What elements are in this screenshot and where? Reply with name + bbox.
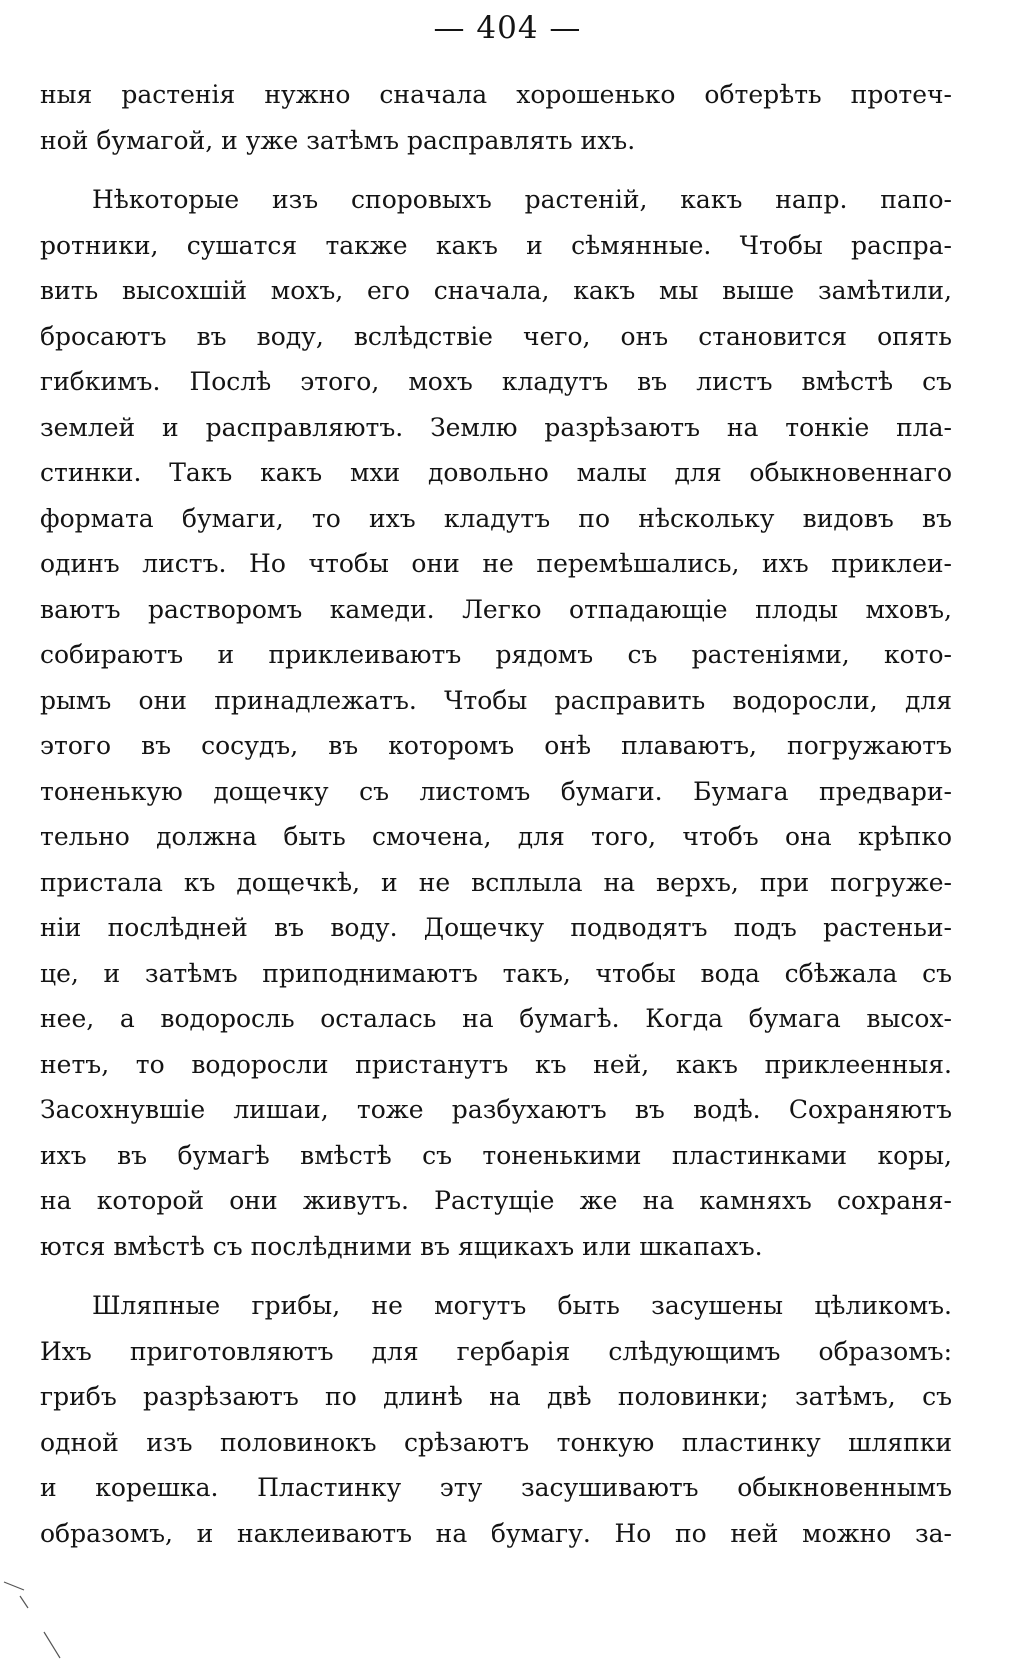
text-line: стинки. Такъ какъ мхи довольно малы для обыкновеннаго	[40, 458, 952, 487]
paragraph-gap	[40, 163, 952, 177]
text-line: Шляпные грибы, не могутъ быть засушены цѣликомъ.	[92, 1291, 952, 1320]
text-line: Засохнувшіе лишаи, тоже разбухаютъ въ водѣ. Сохраняютъ	[40, 1095, 952, 1124]
text-line: одинъ листъ. Но чтобы они не перемѣшались, ихъ приклеи-	[40, 549, 952, 578]
text-line: рымъ они принадлежатъ. Чтобы расправить водоросли, для	[40, 685, 952, 715]
text-line: ются вмѣстѣ съ послѣдними въ ящикахъ или шкапахъ.	[40, 1231, 763, 1261]
paragraph	[40, 177, 952, 1269]
text-line: ихъ въ бумагѣ вмѣстѣ съ тоненькими пластинками коры,	[40, 1140, 952, 1170]
text-line: тоненькую дощечку съ листомъ бумаги. Бумага предвари-	[40, 776, 952, 806]
text-line: этого въ сосудъ, въ которомъ онѣ плаваютъ, погружаютъ	[40, 731, 952, 760]
text-line: бросаютъ въ воду, вслѣдствіе чего, онъ становится опять	[40, 321, 952, 351]
page-number: — 404 —	[433, 10, 582, 46]
text-line: Нѣкоторые изъ споровыхъ растеній, какъ напр. папо-	[92, 185, 952, 214]
text-line: Ихъ приготовляютъ для гербарія слѣдующимъ образомъ:	[40, 1336, 952, 1366]
text-line: ныя растенія нужно сначала хорошенько обтерѣть протеч-	[40, 80, 952, 109]
text-line: це, и затѣмъ приподнимаютъ такъ, чтобы вода сбѣжала съ	[40, 958, 952, 988]
text-line: грибъ разрѣзаютъ по длинѣ на двѣ половинки; затѣмъ, съ	[40, 1382, 952, 1411]
paragraph	[40, 1283, 952, 1556]
paragraph	[40, 72, 952, 163]
text-line: вить высохшій мохъ, его сначала, какъ мы выше замѣтили,	[40, 276, 952, 305]
text-line: одной изъ половинокъ срѣзаютъ тонкую пластинку шляпки	[40, 1427, 952, 1457]
text-line: ной бумагой, и уже затѣмъ расправлять ихъ.	[40, 125, 636, 155]
text-line: гибкимъ. Послѣ этого, мохъ кладутъ въ листъ вмѣстѣ съ	[40, 367, 952, 396]
text-line: тельно должна быть смочена, для того, чтобъ она крѣпко	[40, 822, 952, 851]
text-line: ніи послѣдней въ воду. Дощечку подводятъ подъ растеньи-	[40, 913, 952, 942]
scan-marks	[0, 1560, 120, 1660]
text-line: нее, а водоросль осталась на бумагѣ. Когда бумага высох-	[40, 1004, 952, 1033]
text-line: ротники, сушатся также какъ и сѣмянные. Чтобы распра-	[40, 230, 952, 260]
text-line: нетъ, то водоросли пристанутъ къ ней, какъ приклеенныя.	[40, 1049, 952, 1079]
paragraph-gap	[40, 1269, 952, 1283]
text-line: ваютъ растворомъ камеди. Легко отпадающіе плоды мховъ,	[40, 594, 952, 624]
scan-artifact-icon	[0, 1560, 120, 1660]
text-line: землей и расправляютъ. Землю разрѣзаютъ на тонкіе пла-	[40, 412, 952, 442]
text-line: на которой они живутъ. Растущіе же на камняхъ сохраня-	[40, 1186, 952, 1215]
text-line: пристала къ дощечкѣ, и не всплыла на верхъ, при погруже-	[40, 867, 952, 897]
text-line: образомъ, и наклеиваютъ на бумагу. Но по ней можно за-	[40, 1518, 952, 1548]
body-text	[40, 72, 952, 1556]
text-line: собираютъ и приклеиваютъ рядомъ съ растеніями, кото-	[40, 640, 952, 669]
text-line: формата бумаги, то ихъ кладутъ по нѣскольку видовъ въ	[40, 503, 952, 533]
text-line: и корешка. Пластинку эту засушиваютъ обыкновеннымъ	[40, 1473, 952, 1502]
